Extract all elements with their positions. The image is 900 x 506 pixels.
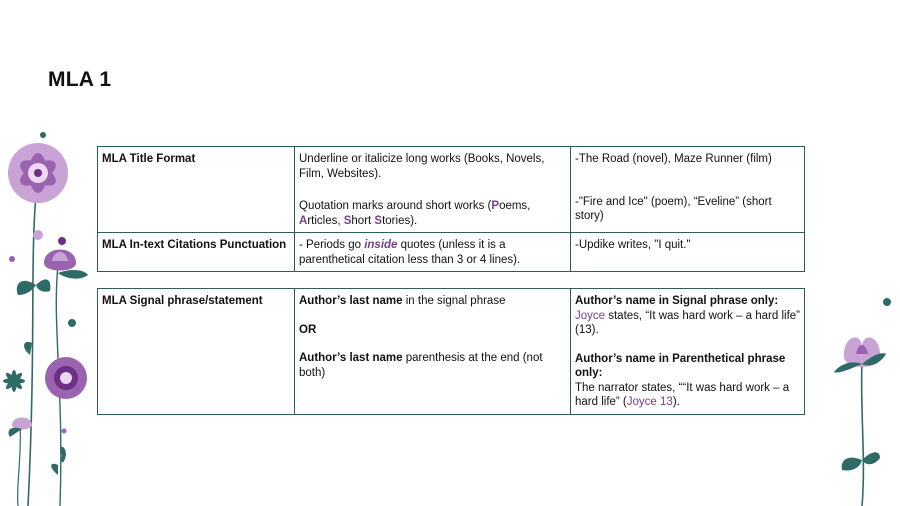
- floral-decoration-right: [822, 290, 900, 506]
- table-row: [98, 147, 805, 233]
- slide-title: MLA 1: [48, 68, 112, 91]
- flower-icon: [45, 357, 87, 399]
- signal-phrase-heading: Author’s name in Signal phrase only:: [575, 295, 779, 307]
- table-row: [98, 233, 805, 272]
- bud-icon: [12, 418, 32, 430]
- row-label-cell: [98, 233, 295, 272]
- row-label: MLA In-text Citations Punctuation: [102, 239, 287, 251]
- tulip-icon: [44, 250, 76, 271]
- description-long-works: Underline or italicize long works (Books, Novels, Film, Websites).: [299, 153, 545, 180]
- mla-table-signal-phrase: [97, 288, 805, 415]
- floral-decoration-left: [0, 125, 100, 506]
- example-cell: Author’s name in Signal phrase only: Joyce states, “It was hard work – a hard life” (13). Author’s name in Parenthetical phrase only: The narrator states, ““It was hard work – a hard life” (Joyce 13).: [571, 289, 805, 415]
- flower-icon: [8, 143, 68, 203]
- table-row: [98, 289, 805, 415]
- example-text: -Updike writes, "I quit.": [575, 239, 691, 251]
- description-short-works: Quotation marks around short works (Poems, Articles, Short Stories).: [299, 200, 531, 227]
- row-label-cell: [98, 289, 295, 415]
- row-label: MLA Title Format: [102, 153, 196, 165]
- example-short-works: -"Fire and Ice" (poem), “Eveline” (short story): [575, 195, 772, 222]
- example-cell: [571, 233, 805, 272]
- row-label: MLA Signal phrase/statement: [102, 295, 263, 307]
- description-cell: Author’s last name in the signal phrase OR Author’s last name parenthesis at the end (not both): [295, 289, 571, 415]
- parenthetical-heading: Author’s name in Parenthetical phrase only:: [575, 352, 786, 379]
- example-long-works: -The Road (novel), Maze Runner (film): [575, 153, 772, 165]
- mla-table-title-format: [97, 146, 805, 272]
- star-flower-icon: [3, 370, 25, 392]
- or-label: OR: [299, 323, 317, 336]
- description-cell: [295, 147, 571, 233]
- description-cell: - Periods go inside quotes (unless it is a parenthetical citation less than 3 or 4 lines).: [295, 233, 571, 272]
- row-label-cell: [98, 147, 295, 233]
- example-cell: [571, 147, 805, 233]
